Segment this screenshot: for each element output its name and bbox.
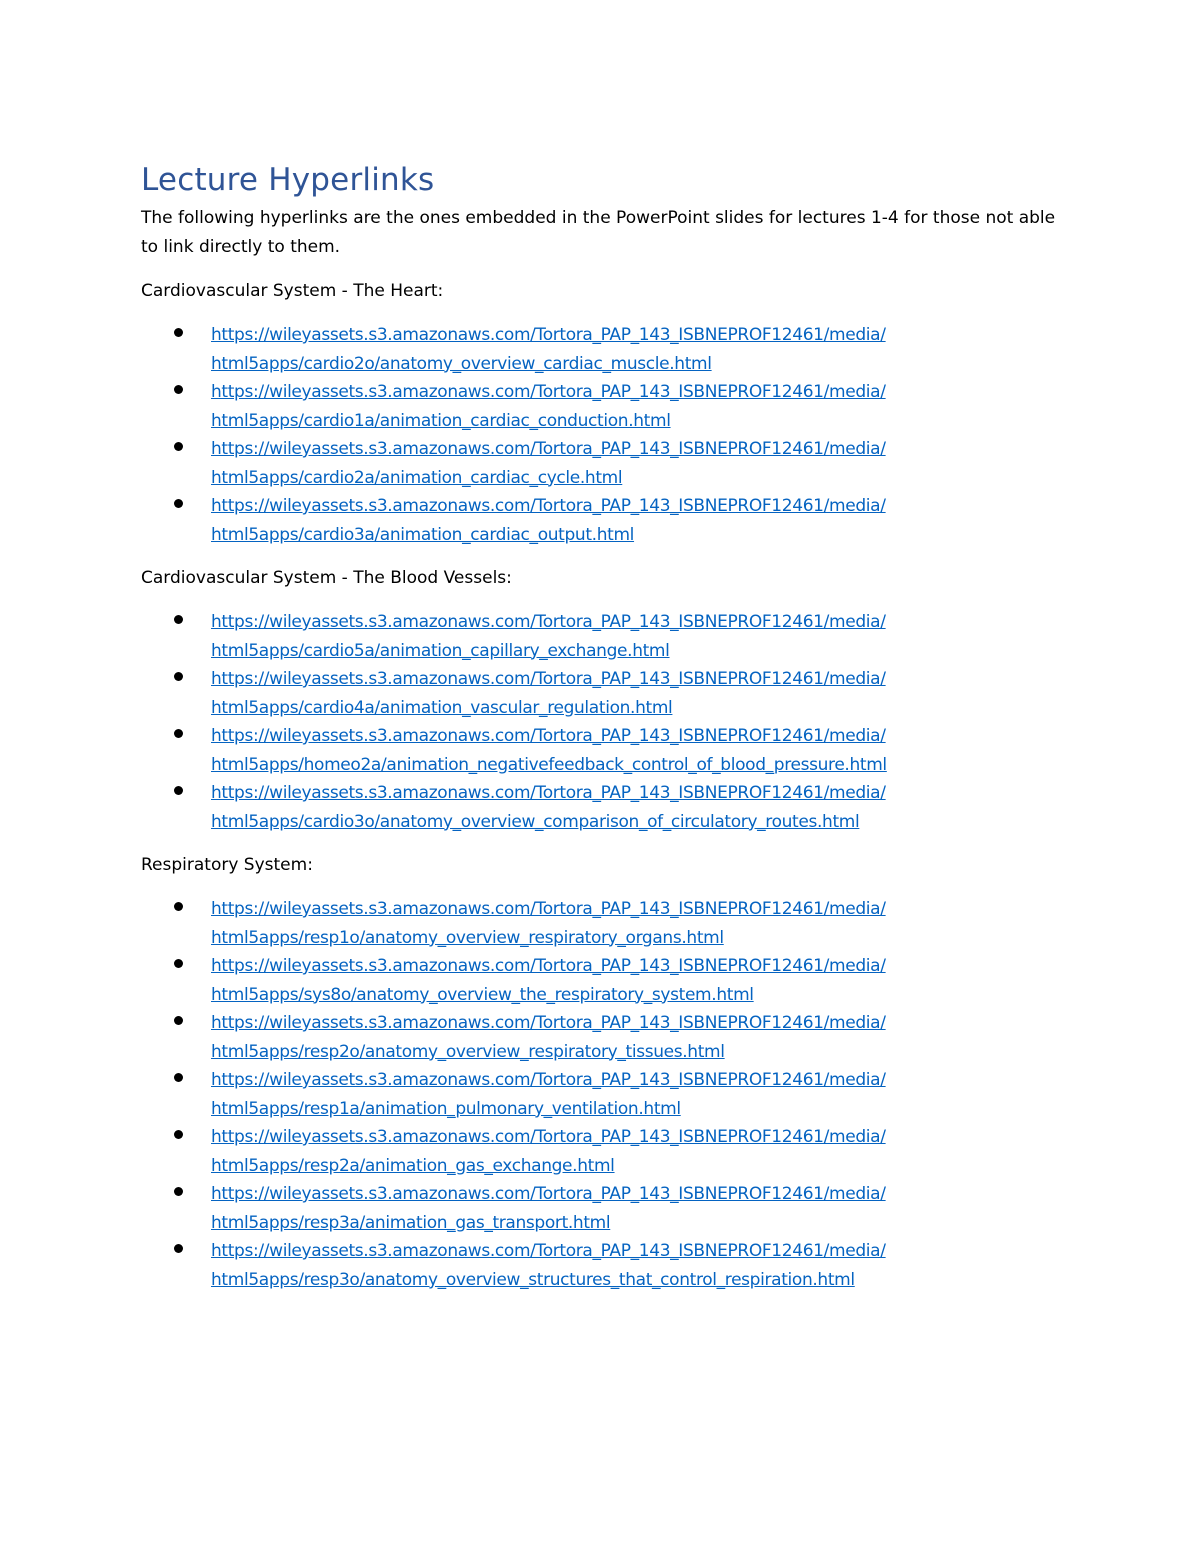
intro-paragraph: The following hyperlinks are the ones embedded in the PowerPoint slides for lectures 1-4 for those not able to link directly to them. bbox=[141, 208, 1056, 257]
hyperlink[interactable]: https://wileyassets.s3.amazonaws.com/Tortora_PAP_143_ISBNEPROF12461/media/ html5apps/resp3a/animation_gas_transport.html bbox=[211, 1184, 886, 1233]
hyperlink[interactable]: https://wileyassets.s3.amazonaws.com/Tortora_PAP_143_ISBNEPROF12461/media/ html5apps/cardio3o/anatomy_overview_comparison_of_circulatory_routes.html bbox=[211, 783, 886, 832]
bullet-icon bbox=[174, 1016, 183, 1025]
hyperlink[interactable]: https://wileyassets.s3.amazonaws.com/Tortora_PAP_143_ISBNEPROF12461/media/ html5apps/cardio3a/animation_cardiac_output.html bbox=[211, 496, 886, 545]
section-heading-respiratory: Respiratory System: bbox=[141, 855, 313, 875]
bullet-icon bbox=[174, 328, 183, 337]
bullet-icon bbox=[174, 1073, 183, 1082]
hyperlink[interactable]: https://wileyassets.s3.amazonaws.com/Tortora_PAP_143_ISBNEPROF12461/media/ html5apps/cardio2a/animation_cardiac_cycle.html bbox=[211, 439, 886, 488]
bullet-icon bbox=[174, 499, 183, 508]
list-item bbox=[141, 1009, 1061, 1066]
hyperlink[interactable]: https://wileyassets.s3.amazonaws.com/Tortora_PAP_143_ISBNEPROF12461/media/ html5apps/resp1a/animation_pulmonary_ventilation.html bbox=[211, 1070, 886, 1119]
bullet-icon bbox=[174, 1187, 183, 1196]
page-title: Lecture Hyperlinks bbox=[141, 162, 435, 198]
hyperlink[interactable]: https://wileyassets.s3.amazonaws.com/Tortora_PAP_143_ISBNEPROF12461/media/ html5apps/resp2o/anatomy_overview_respiratory_tissues.html bbox=[211, 1013, 886, 1062]
list-item bbox=[141, 952, 1061, 1009]
section-heading-heart: Cardiovascular System - The Heart: bbox=[141, 281, 444, 301]
hyperlink[interactable]: https://wileyassets.s3.amazonaws.com/Tortora_PAP_143_ISBNEPROF12461/media/ html5apps/resp1o/anatomy_overview_respiratory_organs.html bbox=[211, 899, 886, 948]
list-item bbox=[141, 895, 1061, 952]
section-respiratory bbox=[141, 851, 1061, 1294]
hyperlink[interactable]: https://wileyassets.s3.amazonaws.com/Tortora_PAP_143_ISBNEPROF12461/media/ html5apps/sys8o/anatomy_overview_the_respiratory_system.html bbox=[211, 956, 886, 1005]
hyperlink[interactable]: https://wileyassets.s3.amazonaws.com/Tortora_PAP_143_ISBNEPROF12461/media/ html5apps/cardio1a/animation_cardiac_conduction.html bbox=[211, 382, 886, 431]
hyperlink[interactable]: https://wileyassets.s3.amazonaws.com/Tortora_PAP_143_ISBNEPROF12461/media/ html5apps/homeo2a/animation_negativefeedback_control_of_blood_pressure.html bbox=[211, 726, 887, 775]
section-heading-blood-vessels: Cardiovascular System - The Blood Vessels: bbox=[141, 568, 512, 588]
list-item bbox=[141, 378, 1061, 435]
list-item bbox=[141, 435, 1061, 492]
bullet-icon bbox=[174, 729, 183, 738]
bullet-icon bbox=[174, 672, 183, 681]
hyperlink[interactable]: https://wileyassets.s3.amazonaws.com/Tortora_PAP_143_ISBNEPROF12461/media/ html5apps/cardio5a/animation_capillary_exchange.html bbox=[211, 612, 886, 661]
bullet-icon bbox=[174, 1130, 183, 1139]
hyperlink[interactable]: https://wileyassets.s3.amazonaws.com/Tortora_PAP_143_ISBNEPROF12461/media/ html5apps/resp3o/anatomy_overview_structures_that_control_respiration.html bbox=[211, 1241, 886, 1290]
list-item bbox=[141, 1123, 1061, 1180]
list-item bbox=[141, 1180, 1061, 1237]
section-heart bbox=[141, 277, 1061, 549]
bullet-icon bbox=[174, 1244, 183, 1253]
bullet-icon bbox=[174, 442, 183, 451]
list-item bbox=[141, 779, 1061, 836]
list-item bbox=[141, 321, 1061, 378]
hyperlink[interactable]: https://wileyassets.s3.amazonaws.com/Tortora_PAP_143_ISBNEPROF12461/media/ html5apps/cardio2o/anatomy_overview_cardiac_muscle.html bbox=[211, 325, 886, 374]
link-list-heart bbox=[141, 321, 1061, 549]
list-item bbox=[141, 665, 1061, 722]
bullet-icon bbox=[174, 959, 183, 968]
document-page bbox=[141, 160, 1061, 1309]
list-item bbox=[141, 492, 1061, 549]
bullet-icon bbox=[174, 786, 183, 795]
section-blood-vessels bbox=[141, 564, 1061, 836]
link-list-blood-vessels bbox=[141, 608, 1061, 836]
list-item bbox=[141, 1237, 1061, 1294]
list-item bbox=[141, 608, 1061, 665]
bullet-icon bbox=[174, 615, 183, 624]
list-item bbox=[141, 1066, 1061, 1123]
hyperlink[interactable]: https://wileyassets.s3.amazonaws.com/Tortora_PAP_143_ISBNEPROF12461/media/ html5apps/cardio4a/animation_vascular_regulation.html bbox=[211, 669, 886, 718]
hyperlink[interactable]: https://wileyassets.s3.amazonaws.com/Tortora_PAP_143_ISBNEPROF12461/media/ html5apps/resp2a/animation_gas_exchange.html bbox=[211, 1127, 886, 1176]
link-list-respiratory bbox=[141, 895, 1061, 1294]
bullet-icon bbox=[174, 902, 183, 911]
bullet-icon bbox=[174, 385, 183, 394]
list-item bbox=[141, 722, 1061, 779]
